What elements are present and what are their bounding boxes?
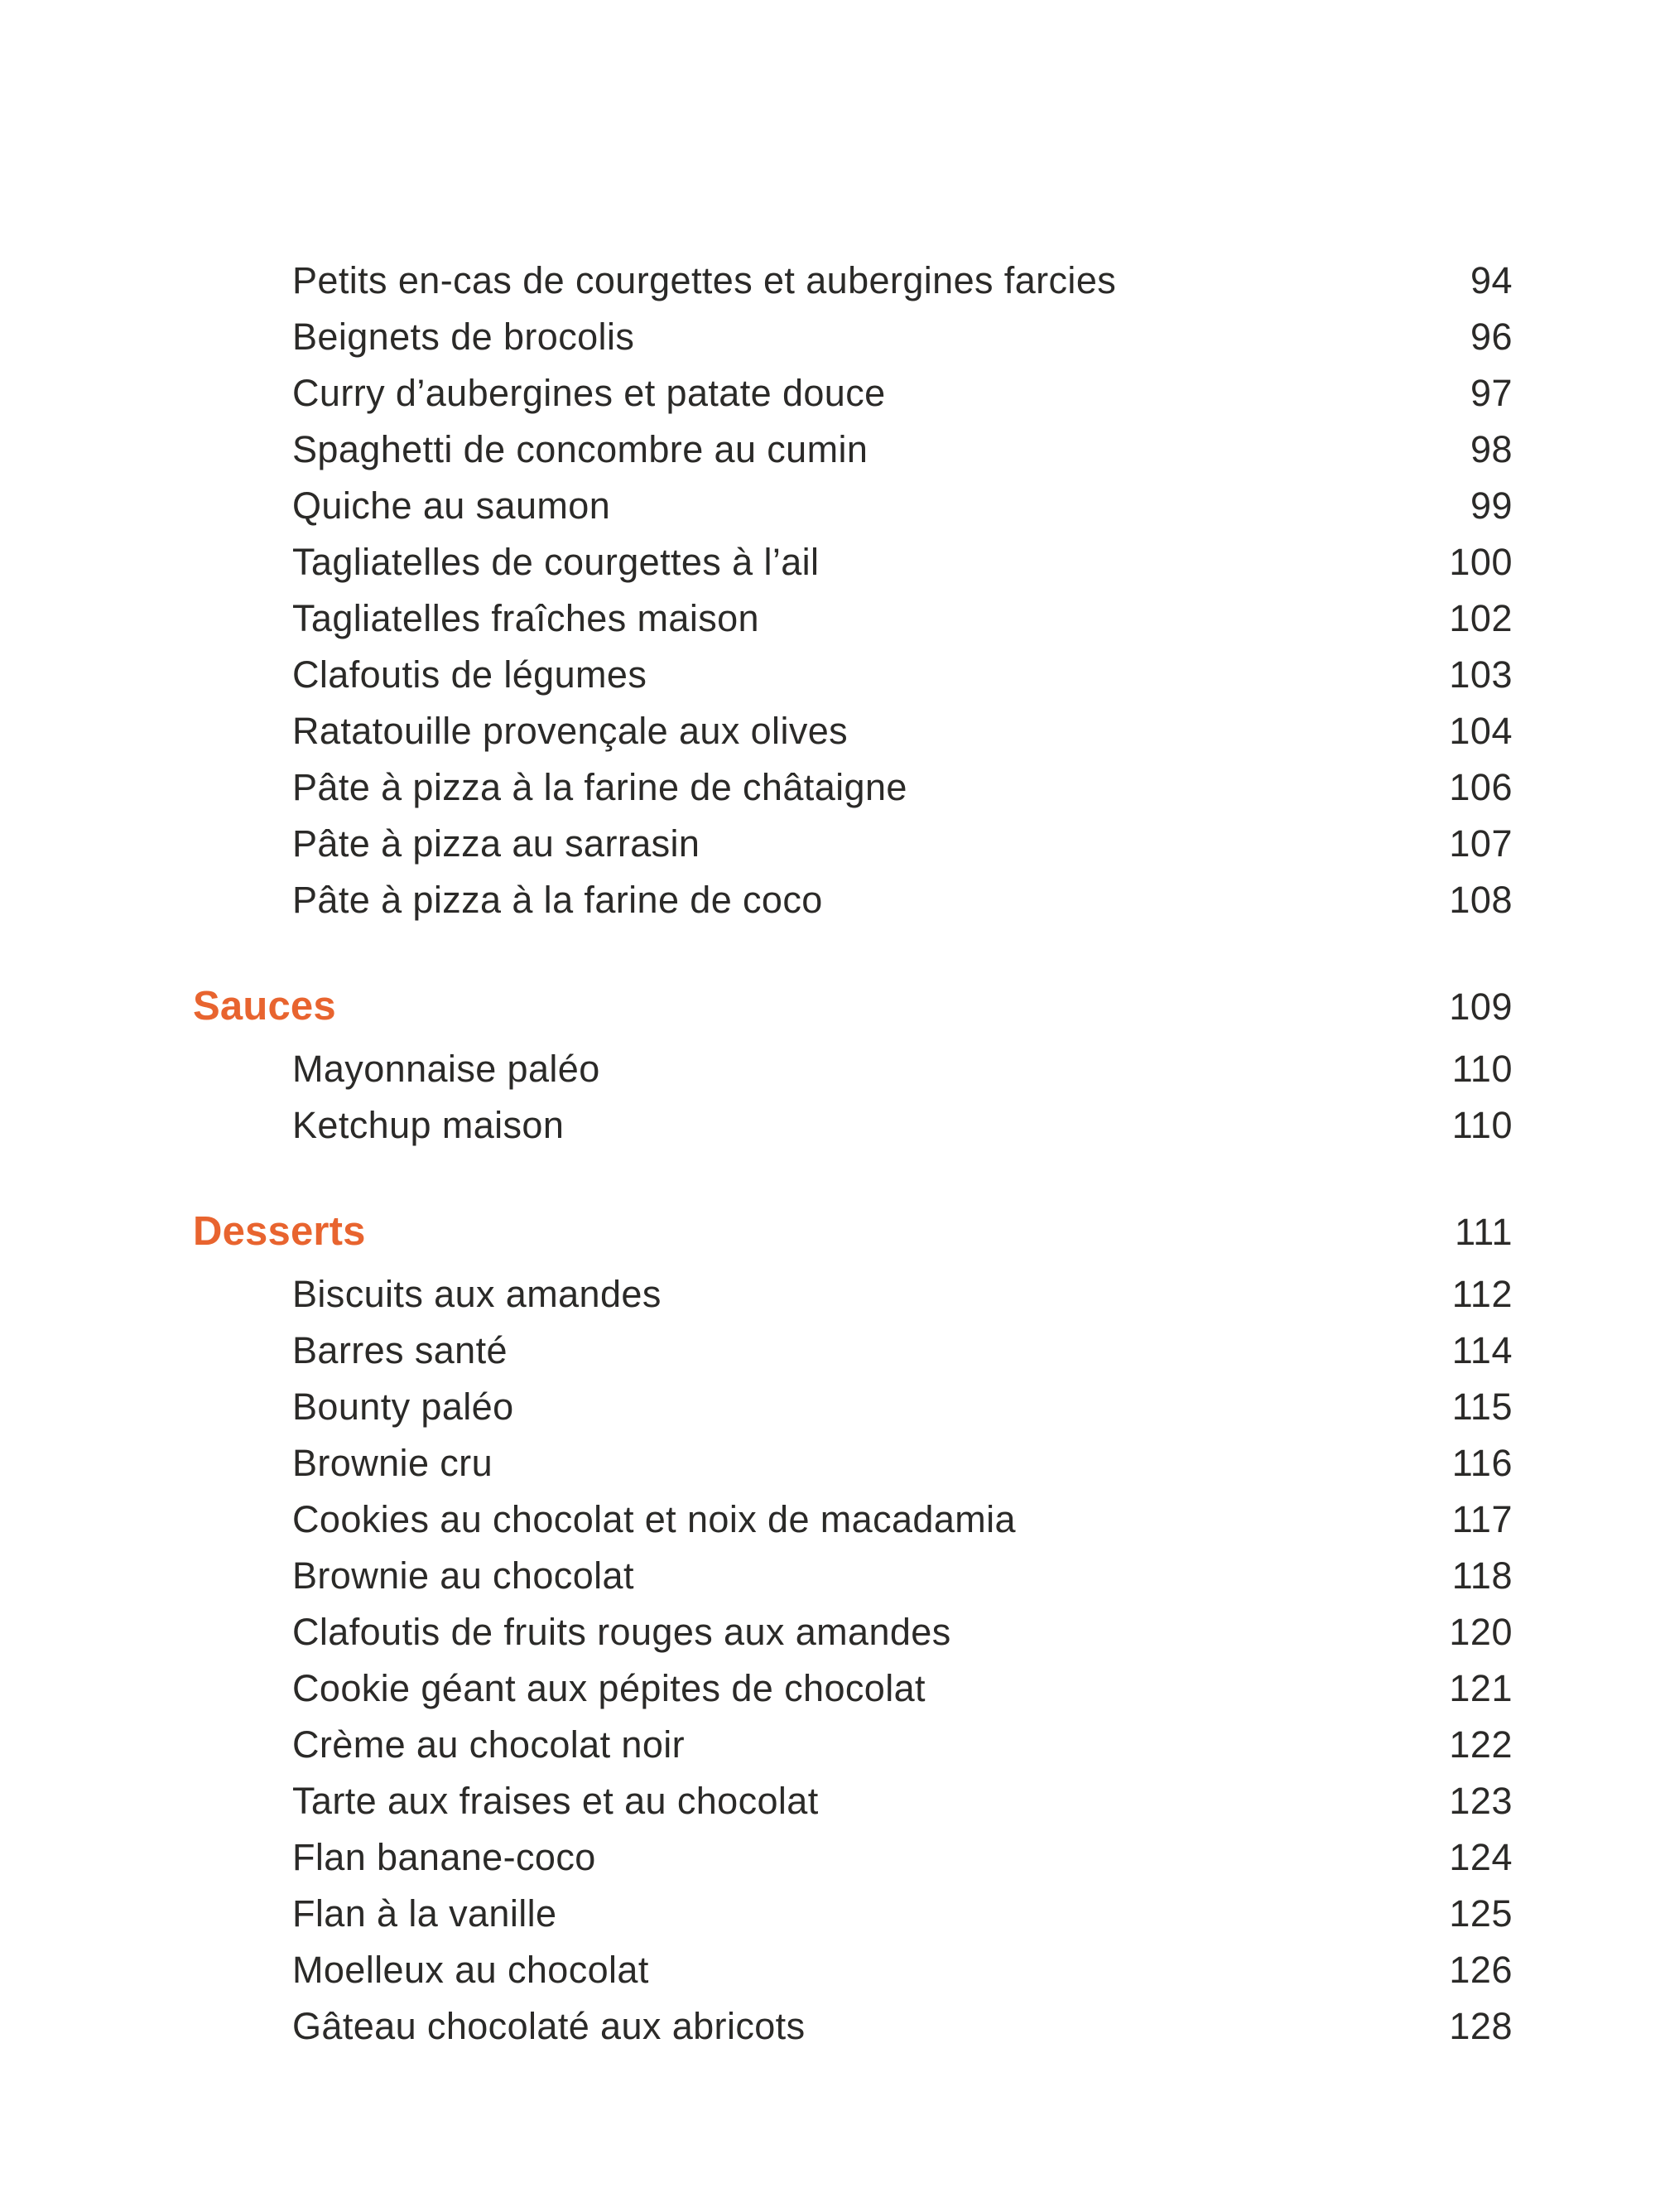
page-number: 110 xyxy=(1451,1048,1513,1090)
page-number: 115 xyxy=(1451,1386,1513,1428)
toc-entry xyxy=(193,365,1513,422)
toc-entry xyxy=(193,1942,1513,1998)
toc-entry xyxy=(193,1717,1513,1773)
recipe-title: Cookie géant aux pépites de chocolat xyxy=(292,1667,926,1709)
toc-entry xyxy=(193,1548,1513,1604)
recipe-title: Curry d’aubergines et patate douce xyxy=(292,372,886,414)
toc-entry xyxy=(193,1323,1513,1379)
page-number: 126 xyxy=(1449,1949,1513,1991)
toc-entry xyxy=(193,478,1513,534)
recipe-title: Clafoutis de fruits rouges aux amandes xyxy=(292,1611,951,1653)
recipe-title: Quiche au saumon xyxy=(292,484,611,527)
page-number: 120 xyxy=(1449,1611,1513,1653)
toc-entry xyxy=(193,647,1513,703)
recipe-title: Pâte à pizza au sarrasin xyxy=(292,822,700,865)
recipe-title: Flan banane-coco xyxy=(292,1836,596,1878)
recipe-title: Pâte à pizza à la farine de châtaigne xyxy=(292,766,907,808)
toc-entry xyxy=(193,1660,1513,1717)
recipe-title: Tagliatelles fraîches maison xyxy=(292,597,759,639)
page-number: 122 xyxy=(1449,1723,1513,1766)
page-number: 123 xyxy=(1449,1780,1513,1822)
page-number: 116 xyxy=(1451,1442,1513,1484)
page-number: 97 xyxy=(1470,372,1513,414)
table-of-contents xyxy=(193,253,1513,2055)
page-number: 106 xyxy=(1449,766,1513,808)
page-number: 94 xyxy=(1470,259,1513,301)
toc-entry xyxy=(193,1097,1513,1154)
page-number: 104 xyxy=(1449,710,1513,752)
recipe-title: Ratatouille provençale aux olives xyxy=(292,710,849,752)
page-number: 98 xyxy=(1470,428,1513,470)
recipe-title: Brownie cru xyxy=(292,1442,493,1484)
page-number: 100 xyxy=(1449,541,1513,583)
toc-entry xyxy=(193,422,1513,478)
page-number: 110 xyxy=(1451,1104,1513,1146)
toc-entry xyxy=(193,1604,1513,1660)
recipe-title: Flan à la vanille xyxy=(292,1892,557,1935)
page-number: 96 xyxy=(1470,316,1513,358)
toc-entry xyxy=(193,1492,1513,1548)
toc-entry xyxy=(193,253,1513,309)
page-number: 107 xyxy=(1449,822,1513,865)
toc-entry xyxy=(193,590,1513,647)
toc-entry xyxy=(193,816,1513,872)
toc-entry xyxy=(193,1773,1513,1829)
recipe-title: Brownie au chocolat xyxy=(292,1554,634,1597)
toc-entry xyxy=(193,872,1513,928)
page-number: 121 xyxy=(1449,1667,1513,1709)
toc-entry xyxy=(193,1266,1513,1323)
toc-entry xyxy=(193,1886,1513,1942)
recipe-title: Bounty paléo xyxy=(292,1386,514,1428)
page-number: 102 xyxy=(1449,597,1513,639)
page-number: 99 xyxy=(1470,484,1513,527)
toc-entry xyxy=(193,1379,1513,1435)
entry-group-desserts xyxy=(193,1266,1513,2055)
recipe-title: Ketchup maison xyxy=(292,1104,565,1146)
toc-entry xyxy=(193,309,1513,365)
section-header-desserts xyxy=(193,1207,1513,1256)
recipe-title: Cookies au chocolat et noix de macadamia xyxy=(292,1498,1016,1540)
recipe-title: Beignets de brocolis xyxy=(292,316,635,358)
page-number: 128 xyxy=(1449,2005,1513,2047)
page-number: 118 xyxy=(1451,1554,1513,1597)
page-number: 124 xyxy=(1449,1836,1513,1878)
recipe-title: Pâte à pizza à la farine de coco xyxy=(292,879,823,921)
recipe-title: Biscuits aux amandes xyxy=(292,1273,662,1315)
recipe-title: Mayonnaise paléo xyxy=(292,1048,600,1090)
recipe-title: Clafoutis de légumes xyxy=(292,653,647,696)
toc-entry xyxy=(193,759,1513,816)
section-page-number: 109 xyxy=(1449,986,1513,1028)
recipe-title: Petits en-cas de courgettes et aubergines farcies xyxy=(292,259,1117,301)
page-number: 125 xyxy=(1449,1892,1513,1935)
page-number: 117 xyxy=(1451,1498,1513,1540)
recipe-title: Moelleux au chocolat xyxy=(292,1949,649,1991)
toc-entry xyxy=(193,1829,1513,1886)
recipe-title: Crème au chocolat noir xyxy=(292,1723,686,1766)
toc-entry xyxy=(193,1041,1513,1097)
entry-group-continued xyxy=(193,253,1513,928)
section-label: Sauces xyxy=(193,984,336,1029)
section-header-sauces xyxy=(193,981,1513,1031)
toc-entry xyxy=(193,1998,1513,2055)
recipe-title: Spaghetti de concombre au cumin xyxy=(292,428,868,470)
toc-entry xyxy=(193,1435,1513,1492)
page-number: 112 xyxy=(1451,1273,1513,1315)
recipe-title: Gâteau chocolaté aux abricots xyxy=(292,2005,806,2047)
page-number: 114 xyxy=(1451,1329,1513,1371)
recipe-title: Barres santé xyxy=(292,1329,508,1371)
toc-entry xyxy=(193,534,1513,590)
recipe-title: Tagliatelles de courgettes à l’ail xyxy=(292,541,820,583)
recipe-title: Tarte aux fraises et au chocolat xyxy=(292,1780,819,1822)
page-number: 108 xyxy=(1449,879,1513,921)
section-label: Desserts xyxy=(193,1209,366,1254)
section-page-number: 111 xyxy=(1455,1211,1513,1253)
page-number: 103 xyxy=(1449,653,1513,696)
entry-group-sauces xyxy=(193,1041,1513,1154)
toc-entry xyxy=(193,703,1513,759)
